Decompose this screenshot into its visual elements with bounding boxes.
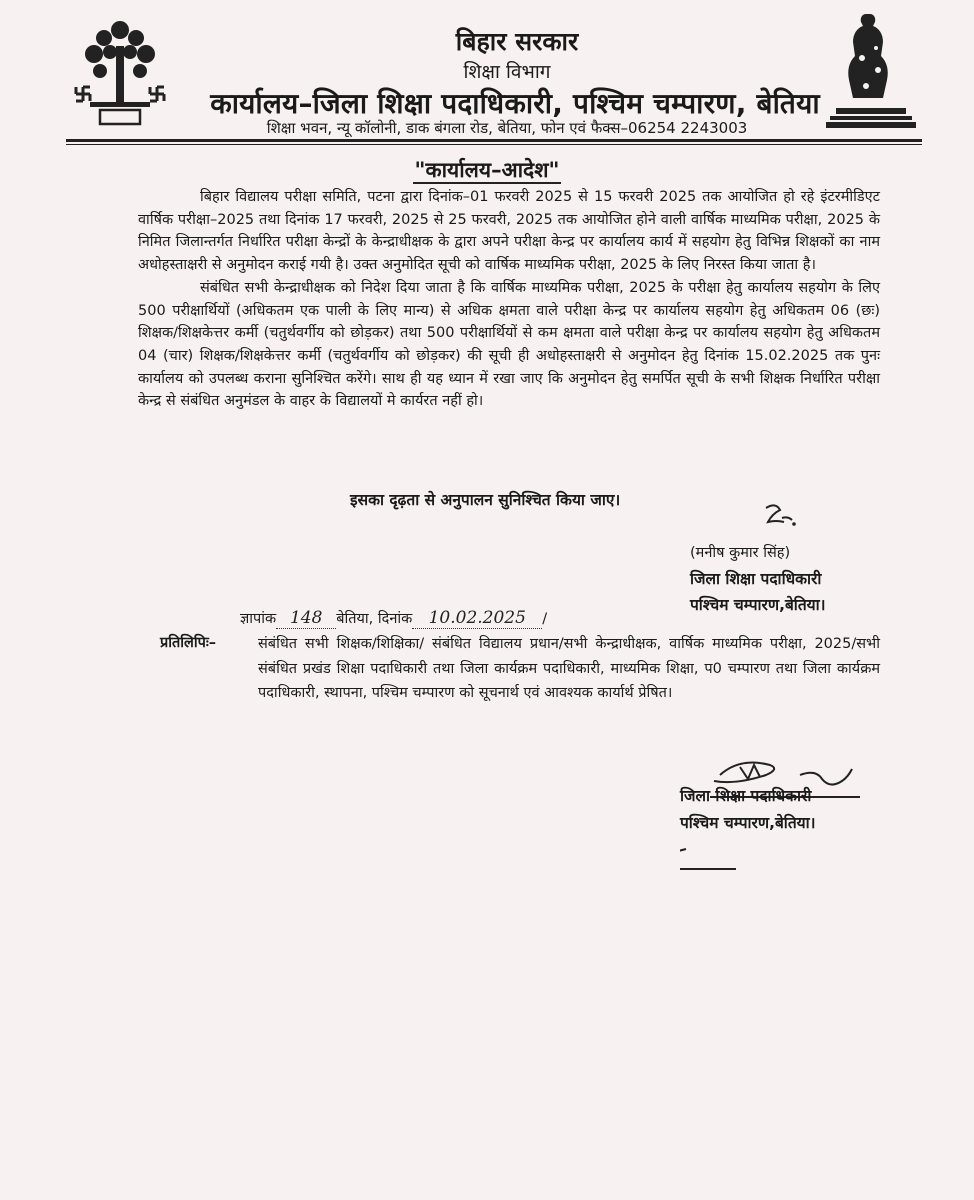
- department-name: शिक्षा विभाग: [463, 61, 551, 83]
- memo-label: ज्ञापांक: [240, 611, 277, 627]
- header-divider-thin: [66, 144, 922, 145]
- government-name: बिहार सरकार: [455, 27, 579, 56]
- office-name: कार्यालय–जिला शिक्षा पदाधिकारी, पश्चिम चम्पारण, बेतिया: [210, 87, 820, 120]
- signatory-designation: जिला शिक्षा पदाधिकारी: [690, 570, 822, 588]
- memo-date: 10.02.2025: [428, 608, 526, 628]
- closing-instruction: इसका दृढ़ता से अनुपालन सुनिश्चित किया जाए।: [350, 491, 621, 509]
- signatory-location: पश्चिम चम्पारण,बेतिया।: [690, 596, 826, 614]
- office-address: शिक्षा भवन, न्यू कॉलोनी, डाक बंगला रोड, बेतिया, फोन एवं फैक्स–06254 2243003: [266, 119, 748, 137]
- copy-text: संबंधित सभी शिक्षक/शिक्षिका/ संबंधित विद्यालय प्रधान/सभी केन्द्राधीक्षक, वार्षिक माध्यमिक परीक्षा, 2025/सभी संबंधित प्रखंड शिक्षा पदाधिकारी तथा जिला कार्यक्रम पदाधिकारी, माध्यमिक शिक्षा, प0 चम्पारण तथा जिला कार्यक्रम पदाधिकारी, स्थापना, पश्चिम चम्पारण को सूचनार्थ एवं आवश्यक कार्यार्थ प्रेषित।: [258, 636, 880, 701]
- memo-number: 148: [289, 608, 323, 628]
- memo-line: [240, 608, 547, 629]
- body-paragraph-2: संबंधित सभी केन्द्राधीक्षक को निदेश दिया जाता है कि वार्षिक माध्यमिक परीक्षा, 2025 के परीक्षा हेतु कार्यालय सहयोग के लिए 500 परीक्षार्थियों (अधिकतम एक पाली के लिए मान्य) से अधिक क्षमता वाले परीक्षा केन्द्र पर कार्यालय सहयोग हेतु अधिकतम 06 (छः) शिक्षक/शिक्षकेत्तर कर्मी (चतुर्थवर्गीय को छोड़कर) तथा 500 परीक्षार्थियों से कम क्षमता वाले परीक्षा केन्द्र पर कार्यालय सहयोग हेतु अधिकतम 04 (चार) शिक्षक/शिक्षकेत्तर कर्मी (चतुर्थवर्गीय को छोड़कर) की सूची ही अधोहस्ताक्षरी से अनुमोदन हेतु दिनांक 15.02.2025 तक पुनः कार्यालय को उपलब्ध कराना सुनिश्चित करेंगे। साथ ही यह ध्यान में रखा जाए कि अनुमोदन हेतु समर्पित सूची के सभी शिक्षक निर्धारित परीक्षा केन्द्र से संबंधित अनुमंडल के वाहर के विद्यालयों मे कार्यरत नहीं हो।: [138, 279, 880, 410]
- memo-end: /: [542, 611, 548, 627]
- order-title-wrap: [0, 156, 974, 184]
- memo-place-date-label: बेतिया, दिनांक: [336, 611, 413, 627]
- signatory-2-location: पश्चिम चम्पारण,बेतिया।: [680, 814, 816, 832]
- signatory-2-designation: जिला शिक्षा पदाधिकारी: [680, 787, 812, 805]
- order-body: [138, 186, 880, 413]
- copy-label: प्रतिलिपिः–: [160, 635, 217, 651]
- signatory-name: (मनीष कुमार सिंह): [690, 545, 791, 561]
- initial-signature-icon: [760, 500, 800, 530]
- header-divider-thick: [66, 139, 922, 142]
- body-paragraph-1: बिहार विद्यालय परीक्षा समिति, पटना द्वारा दिनांक–01 फरवरी 2025 से 15 फरवरी 2025 तक आयोजित हो रहे इंटरमीडिएट वार्षिक परीक्षा–2025 तथा दिनांक 17 फरवरी, 2025 से 25 फरवरी, 2025 तक आयोजित होने वाली वार्षिक माध्यमिक परीक्षा, 2025 के निमित जिलान्तर्गत निर्धारित परीक्षा केन्द्रों के केन्द्राधीक्षक के द्वारा अपने परीक्षा केन्द्र पर कार्यालय कार्य में सहयोग हेतु विभिन्न शिक्षकों का नाम अधोहस्ताक्षरी से अनुमोदन कराई गयी है। उक्त अनुमोदित सूची को वार्षिक माध्यमिक परीक्षा, 2025 के लिए निरस्त किया जाता है।: [138, 189, 880, 274]
- order-title: "कार्यालय–आदेश": [414, 158, 560, 182]
- signatory-block: [690, 540, 826, 618]
- signatory-2-block: [680, 783, 816, 837]
